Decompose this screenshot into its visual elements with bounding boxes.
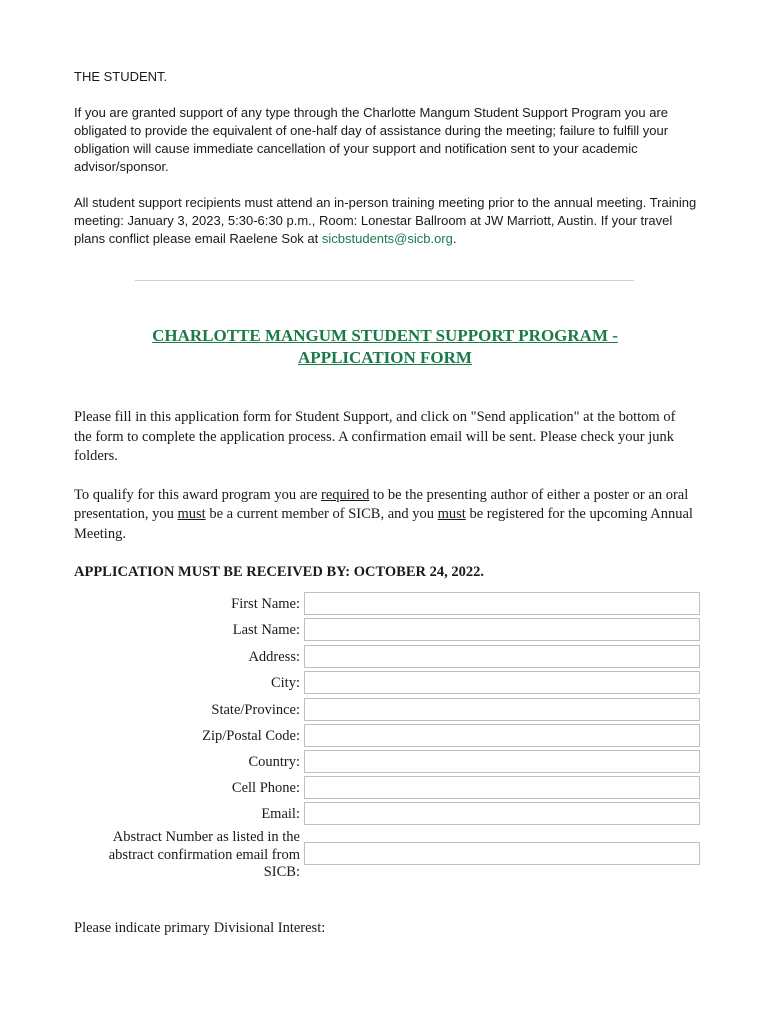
email-label: Email:	[261, 806, 300, 822]
form-title	[74, 325, 696, 369]
deadline-notice: APPLICATION MUST BE RECEIVED BY: OCTOBER 24, 2022.	[74, 564, 484, 580]
contact-email-link[interactable]: sicbstudents@sicb.org	[321, 231, 453, 246]
cell-phone-label: Cell Phone:	[231, 780, 300, 796]
email-input[interactable]	[304, 802, 700, 825]
qualification-text-c: be a current member of SICB, and you	[205, 506, 438, 522]
first-name-row	[74, 592, 694, 617]
instructions-paragraph: Please fill in this application form for Student Support, and click on "Send application" at the bottom of the form to complete the application process. A confirmation email will be sent. Please check your junk folders.	[74, 409, 676, 464]
cell-phone-row	[74, 776, 694, 801]
state-input[interactable]	[304, 698, 700, 721]
training-end: .	[452, 231, 457, 246]
intro-heading: THE STUDENT.	[74, 69, 168, 84]
must-emphasis-2: must	[437, 506, 466, 522]
country-input[interactable]	[304, 750, 700, 773]
city-row	[74, 671, 694, 696]
state-label: State/Province:	[211, 702, 300, 718]
cell-phone-input[interactable]	[304, 776, 700, 799]
intro-section	[74, 68, 699, 248]
state-row	[74, 698, 694, 723]
instructions-section	[74, 408, 694, 583]
country-row	[74, 750, 694, 775]
training-text: All student support recipients must attend an in-person training meeting prior to the annual meeting. Training meeting: January 3, 2023, 5:30-6:30 p.m., Room: Lonestar Ballroom at JW Marriott, Austin. If your travel plans conflict please email Raelene Sok at	[74, 195, 697, 246]
zip-input[interactable]	[304, 724, 700, 747]
email-row	[74, 802, 694, 827]
zip-row	[74, 724, 694, 749]
abstract-number-row	[74, 842, 694, 867]
required-emphasis: required	[321, 486, 370, 503]
qualification-text-a: To qualify for this award program you are	[74, 486, 322, 503]
form-title-line2: APPLICATION FORM	[298, 348, 472, 367]
address-label: Address:	[248, 649, 300, 665]
horizontal-divider	[135, 280, 634, 281]
zip-label: Zip/Postal Code:	[202, 728, 300, 744]
must-emphasis-1: must	[177, 506, 206, 522]
training-paragraph	[74, 194, 699, 248]
address-row	[74, 645, 694, 670]
qualification-text-d: be registered for the upcoming Annual Meeting.	[74, 506, 693, 542]
city-label: City:	[270, 675, 300, 691]
qualification-paragraph	[74, 486, 694, 545]
qualification-text-b: to be the presenting author of either a poster or an oral presentation, you	[74, 486, 689, 522]
address-input[interactable]	[304, 645, 700, 668]
obligation-paragraph: If you are granted support of any type through the Charlotte Mangum Student Support Program you are obligated to provide the equivalent of one-half day of assistance during the meeting; failure to fulfill your obligation will cause immediate cancellation of your support and notification sent to your academic advisor/sponsor.	[74, 105, 669, 174]
last-name-label: Last Name:	[232, 622, 300, 638]
first-name-label: First Name:	[231, 596, 300, 612]
country-label: Country:	[248, 754, 300, 770]
city-input[interactable]	[304, 671, 700, 694]
abstract-number-label: Abstract Number as listed in the abstract confirmation email from SICB:	[108, 829, 300, 880]
form-title-line1: CHARLOTTE MANGUM STUDENT SUPPORT PROGRAM -	[152, 326, 618, 345]
first-name-input[interactable]	[304, 592, 700, 615]
divisional-interest-prompt: Please indicate primary Divisional Interest:	[74, 920, 326, 936]
last-name-input[interactable]	[304, 618, 700, 641]
abstract-number-input[interactable]	[304, 842, 700, 865]
last-name-row	[74, 618, 694, 643]
